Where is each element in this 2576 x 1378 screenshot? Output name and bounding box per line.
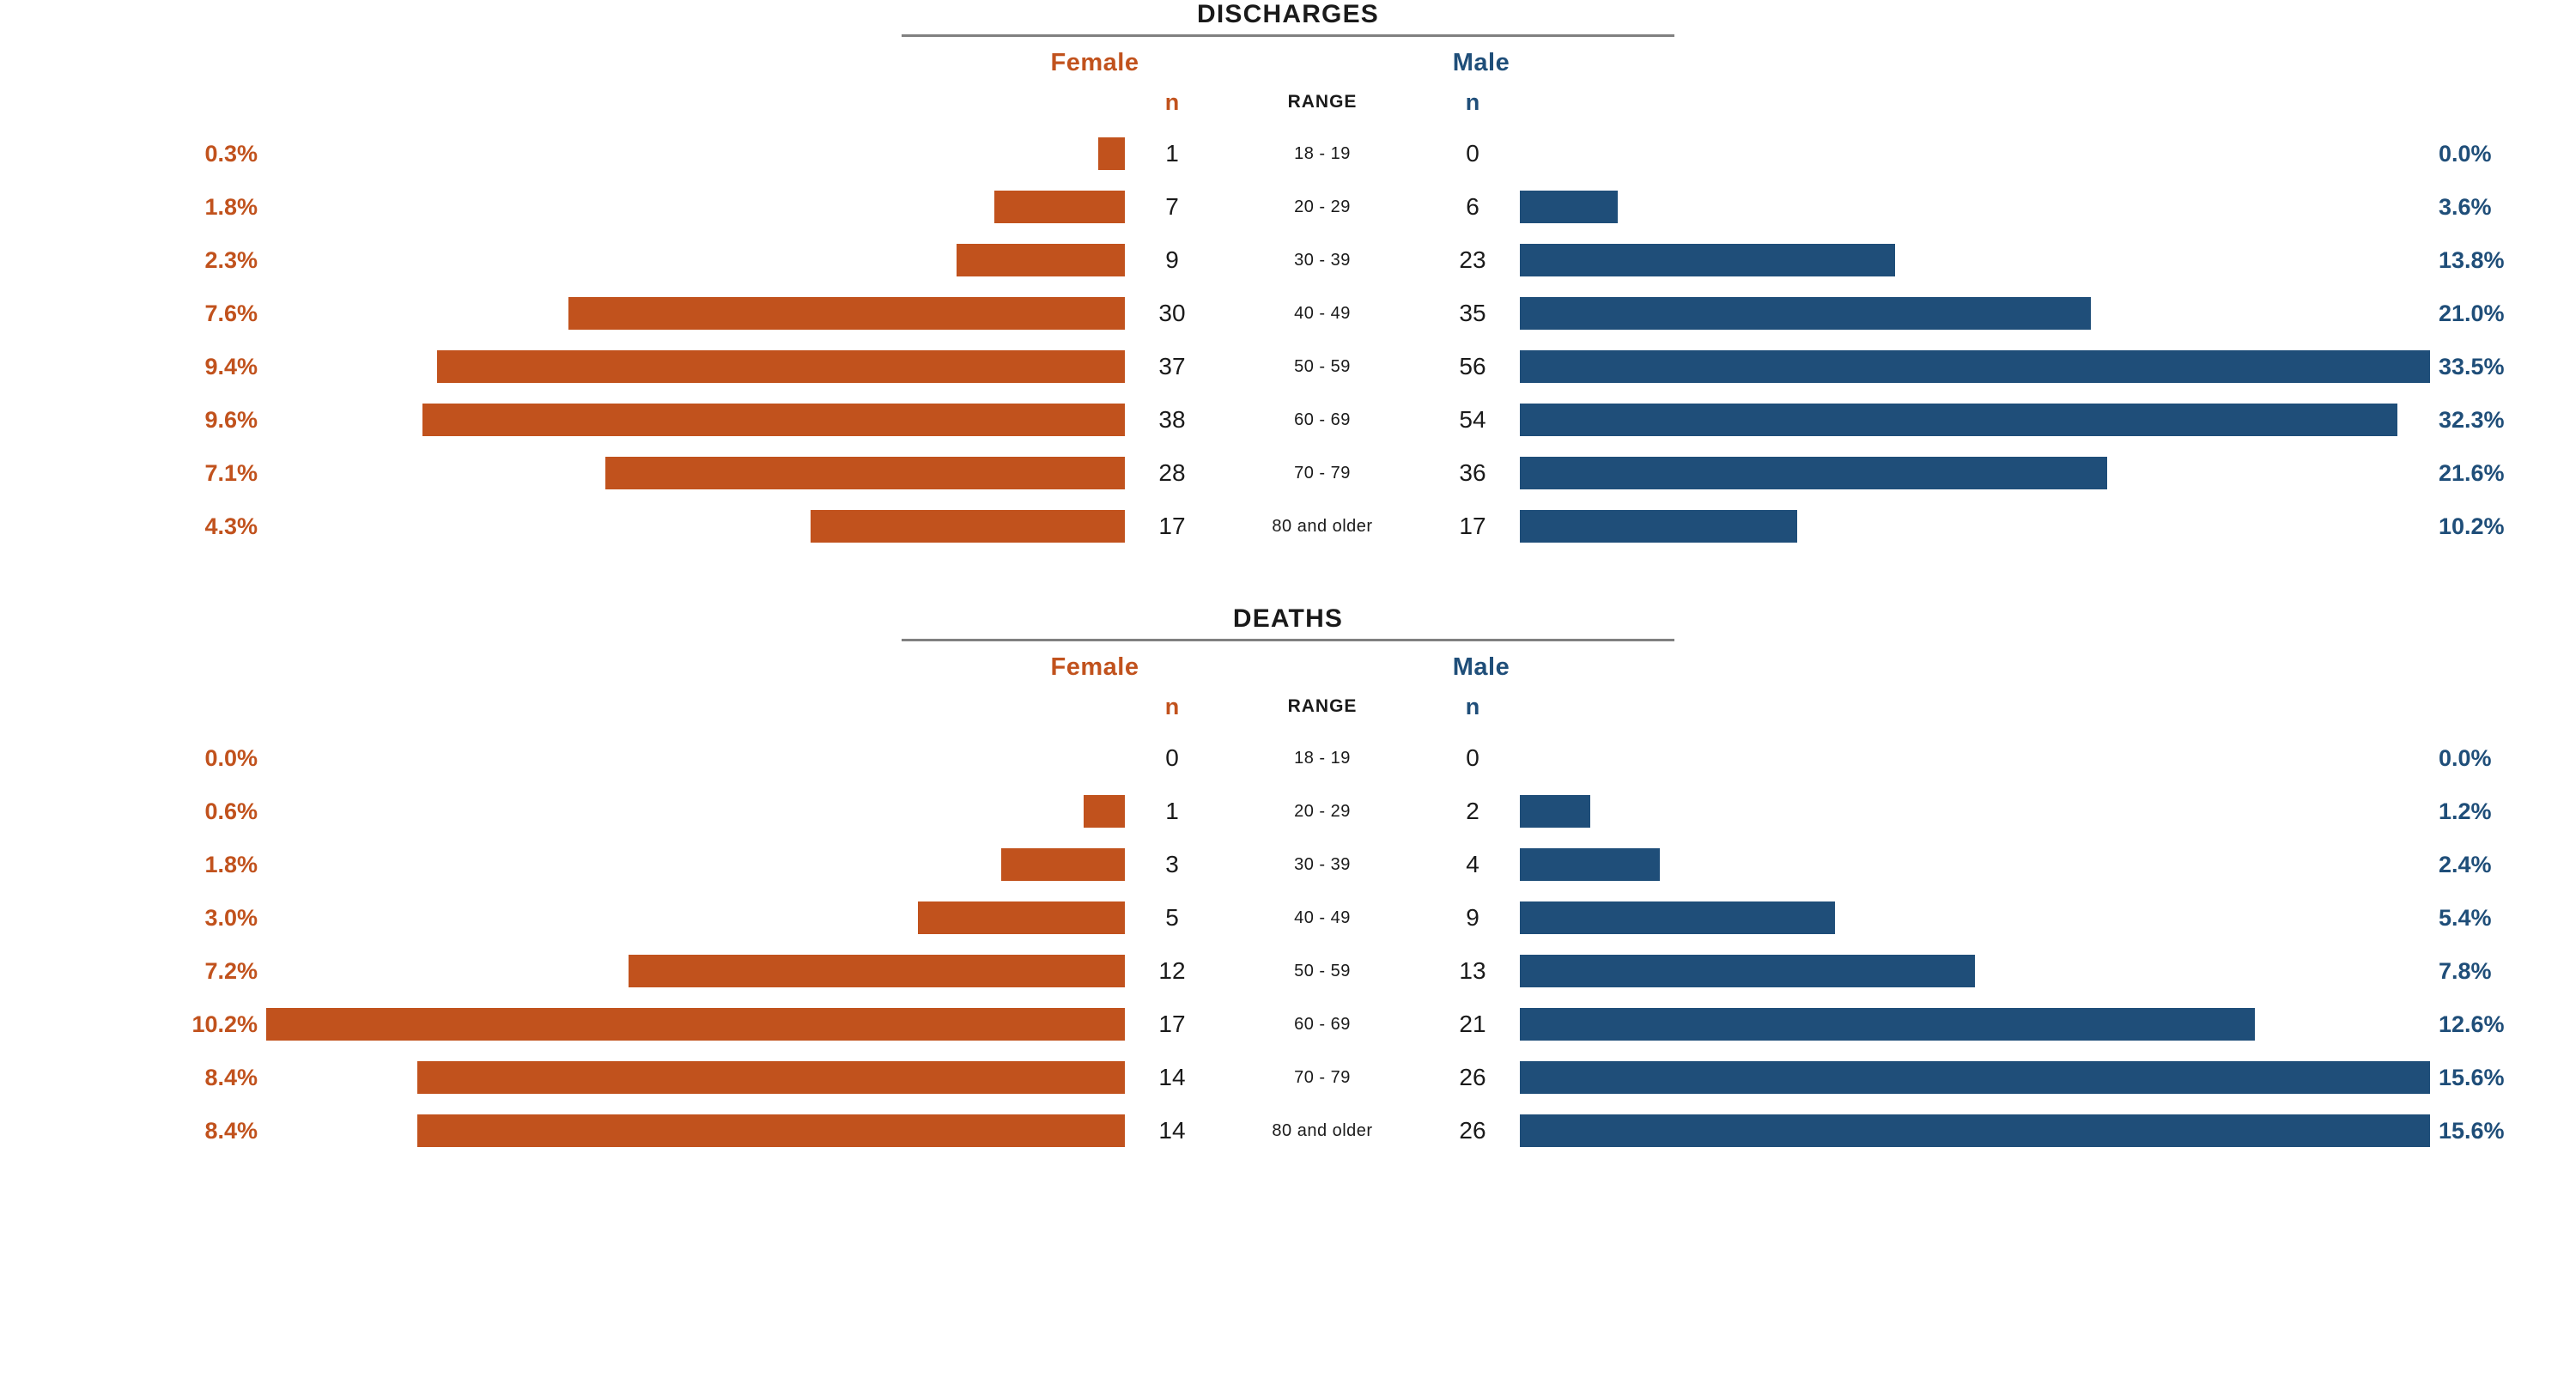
- table-row: [0, 1104, 2576, 1157]
- female-pct-label: 7.6%: [204, 300, 258, 326]
- age-range: 20 - 29: [1294, 197, 1351, 216]
- discharges-title-row: [0, 0, 2576, 37]
- discharges-male-header: Male: [1452, 49, 1510, 76]
- female-bar: [417, 1114, 1125, 1147]
- row-right-side: [1520, 350, 2576, 383]
- female-bar: [629, 955, 1125, 987]
- table-row: [0, 731, 2576, 785]
- female-pct-label: 8.4%: [204, 1117, 258, 1144]
- female-bar-track: [266, 350, 1125, 383]
- male-pct-label: 12.6%: [2439, 1011, 2505, 1037]
- male-count: 23: [1459, 246, 1486, 273]
- male-bar-track: [1520, 1008, 2430, 1041]
- male-bar: [1520, 955, 1975, 987]
- female-count: 5: [1165, 904, 1179, 931]
- row-left-side: [0, 848, 1125, 881]
- male-bar-track: [1520, 510, 2430, 543]
- deaths-gender-row: [0, 653, 2576, 682]
- male-bar-track: [1520, 1061, 2430, 1094]
- deaths-header-range: RANGE: [1287, 696, 1358, 716]
- female-bar-track: [266, 1061, 1125, 1094]
- male-count: 36: [1459, 459, 1486, 486]
- table-row: [0, 127, 2576, 180]
- discharges-title-rule: [902, 34, 1674, 37]
- deaths-male-header: Male: [1452, 653, 1510, 681]
- female-pct-label: 1.8%: [204, 851, 258, 877]
- age-range: 30 - 39: [1294, 250, 1351, 270]
- deaths-title-rule: [902, 639, 1674, 641]
- female-bar-track: [266, 137, 1125, 170]
- female-bar-track: [266, 1008, 1125, 1041]
- female-bar-track: [266, 457, 1125, 489]
- male-pct-label: 0.0%: [2439, 140, 2492, 167]
- deaths-female-header: Female: [1050, 653, 1139, 681]
- male-bar-track: [1520, 955, 2430, 987]
- row-right-side: [1520, 795, 2576, 828]
- female-bar: [994, 191, 1125, 223]
- deaths-header-n-male: n: [1465, 693, 1480, 719]
- table-row: [0, 838, 2576, 891]
- male-bar: [1520, 457, 2107, 489]
- male-bar: [1520, 1061, 2430, 1094]
- age-range: 70 - 79: [1294, 1067, 1351, 1087]
- table-row: [0, 944, 2576, 998]
- female-bar: [811, 510, 1125, 543]
- male-pct-label: 15.6%: [2439, 1064, 2505, 1090]
- male-bar: [1520, 1114, 2430, 1147]
- male-pct-label: 32.3%: [2439, 406, 2505, 433]
- female-count: 30: [1158, 300, 1186, 326]
- female-bar-track: [266, 901, 1125, 934]
- male-bar-track: [1520, 244, 2430, 276]
- male-bar-track: [1520, 742, 2430, 774]
- discharges-rows: [0, 77, 2576, 553]
- age-range: 18 - 19: [1294, 143, 1351, 163]
- male-count: 0: [1466, 140, 1479, 167]
- female-bar: [1098, 137, 1125, 170]
- male-count: 35: [1459, 300, 1486, 326]
- age-range: 18 - 19: [1294, 748, 1351, 768]
- row-right-side: [1520, 191, 2576, 223]
- male-pct-label: 3.6%: [2439, 193, 2492, 220]
- table-row: [0, 340, 2576, 393]
- female-count: 17: [1158, 1011, 1186, 1037]
- female-bar: [957, 244, 1125, 276]
- row-left-side: [0, 510, 1125, 543]
- row-right-side: [1520, 457, 2576, 489]
- male-bar-track: [1520, 404, 2430, 436]
- age-range: 80 and older: [1272, 1120, 1373, 1140]
- row-left-side: [0, 404, 1125, 436]
- male-bar-track: [1520, 795, 2430, 828]
- male-pct-label: 13.8%: [2439, 246, 2505, 273]
- table-row: [0, 393, 2576, 446]
- female-count: 14: [1158, 1064, 1186, 1090]
- male-count: 4: [1466, 851, 1479, 877]
- row-left-side: [0, 1061, 1125, 1094]
- female-pct-label: 10.2%: [191, 1011, 258, 1037]
- row-left-side: [0, 795, 1125, 828]
- row-right-side: [1520, 955, 2576, 987]
- female-bar: [417, 1061, 1125, 1094]
- female-bar: [422, 404, 1125, 436]
- discharges-title: DISCHARGES: [1196, 0, 1380, 28]
- female-pct-label: 1.8%: [204, 193, 258, 220]
- male-pct-label: 1.2%: [2439, 798, 2492, 824]
- male-count: 17: [1459, 513, 1486, 539]
- row-right-side: [1520, 848, 2576, 881]
- table-row: [0, 891, 2576, 944]
- discharges-header-n-male: n: [1465, 88, 1480, 115]
- male-bar-track: [1520, 901, 2430, 934]
- male-pct-label: 5.4%: [2439, 904, 2492, 931]
- male-pct-label: 15.6%: [2439, 1117, 2505, 1144]
- female-bar-track: [266, 297, 1125, 330]
- discharges-title-wrap: [902, 0, 1674, 37]
- male-count: 26: [1459, 1064, 1486, 1090]
- male-bar-track: [1520, 1114, 2430, 1147]
- discharges-gender-row: [0, 49, 2576, 77]
- female-pct-label: 7.1%: [204, 459, 258, 486]
- row-right-side: [1520, 244, 2576, 276]
- female-count: 9: [1165, 246, 1179, 273]
- male-pct-label: 7.8%: [2439, 957, 2492, 984]
- row-right-side: [1520, 742, 2576, 774]
- male-bar: [1520, 404, 2397, 436]
- male-count: 0: [1466, 744, 1479, 771]
- male-bar: [1520, 244, 1895, 276]
- row-right-side: [1520, 1008, 2576, 1041]
- row-left-side: [0, 955, 1125, 987]
- male-bar: [1520, 510, 1797, 543]
- row-right-side: [1520, 901, 2576, 934]
- male-count: 13: [1459, 957, 1486, 984]
- row-left-side: [0, 350, 1125, 383]
- female-bar-track: [266, 955, 1125, 987]
- female-count: 7: [1165, 193, 1179, 220]
- row-left-side: [0, 191, 1125, 223]
- female-bar-track: [266, 244, 1125, 276]
- male-pct-label: 21.6%: [2439, 459, 2505, 486]
- female-bar-track: [266, 191, 1125, 223]
- row-right-side: [1520, 137, 2576, 170]
- female-count: 14: [1158, 1117, 1186, 1144]
- chart-discharges: [0, 0, 2576, 553]
- age-range: 80 and older: [1272, 516, 1373, 536]
- male-bar: [1520, 795, 1590, 828]
- row-left-side: [0, 1114, 1125, 1147]
- male-count: 9: [1466, 904, 1479, 931]
- age-range: 40 - 49: [1294, 908, 1351, 927]
- female-pct-label: 3.0%: [204, 904, 258, 931]
- table-row: [0, 446, 2576, 500]
- female-pct-label: 9.4%: [204, 353, 258, 379]
- male-pct-label: 21.0%: [2439, 300, 2505, 326]
- female-bar-track: [266, 510, 1125, 543]
- age-range: 50 - 59: [1294, 961, 1351, 980]
- table-row: [0, 180, 2576, 234]
- deaths-title-row: [0, 604, 2576, 641]
- age-range: 60 - 69: [1294, 410, 1351, 429]
- age-range: 40 - 49: [1294, 303, 1351, 323]
- deaths-title-wrap: [902, 604, 1674, 641]
- table-row: [0, 287, 2576, 340]
- chart-deaths: [0, 553, 2576, 1157]
- deaths-header-n-female: n: [1164, 693, 1180, 719]
- female-pct-label: 0.6%: [204, 798, 258, 824]
- female-count: 0: [1165, 744, 1179, 771]
- row-left-side: [0, 742, 1125, 774]
- age-range: 50 - 59: [1294, 356, 1351, 376]
- row-right-side: [1520, 510, 2576, 543]
- male-pct-label: 2.4%: [2439, 851, 2492, 877]
- age-range: 20 - 29: [1294, 801, 1351, 821]
- male-bar: [1520, 1008, 2255, 1041]
- deaths-title: DEATHS: [1232, 604, 1344, 633]
- male-bar-track: [1520, 191, 2430, 223]
- female-count: 12: [1158, 957, 1186, 984]
- female-count: 1: [1165, 798, 1179, 824]
- row-left-side: [0, 457, 1125, 489]
- female-pct-label: 9.6%: [204, 406, 258, 433]
- table-row: [0, 234, 2576, 287]
- male-pct-label: 10.2%: [2439, 513, 2505, 539]
- female-bar: [437, 350, 1125, 383]
- row-left-side: [0, 1008, 1125, 1041]
- row-right-side: [1520, 404, 2576, 436]
- deaths-rows: [0, 682, 2576, 1157]
- discharges-header-range: RANGE: [1287, 92, 1358, 112]
- male-count: 56: [1459, 353, 1486, 379]
- female-bar-track: [266, 404, 1125, 436]
- male-bar-track: [1520, 350, 2430, 383]
- male-count: 6: [1466, 193, 1479, 220]
- male-count: 54: [1459, 406, 1486, 433]
- deaths-column-header-row: [0, 682, 2576, 731]
- male-count: 21: [1459, 1011, 1486, 1037]
- table-row: [0, 998, 2576, 1051]
- female-pct-label: 7.2%: [204, 957, 258, 984]
- discharges-column-header-row: [0, 77, 2576, 127]
- female-pct-label: 8.4%: [204, 1064, 258, 1090]
- female-bar-track: [266, 795, 1125, 828]
- female-pct-label: 2.3%: [204, 246, 258, 273]
- male-bar: [1520, 350, 2430, 383]
- male-pct-label: 0.0%: [2439, 744, 2492, 771]
- female-bar: [1084, 795, 1125, 828]
- row-left-side: [0, 297, 1125, 330]
- female-count: 17: [1158, 513, 1186, 539]
- female-bar-track: [266, 848, 1125, 881]
- male-bar: [1520, 191, 1618, 223]
- row-right-side: [1520, 297, 2576, 330]
- row-right-side: [1520, 1114, 2576, 1147]
- row-left-side: [0, 137, 1125, 170]
- female-bar: [918, 901, 1125, 934]
- female-count: 38: [1158, 406, 1186, 433]
- male-bar-track: [1520, 848, 2430, 881]
- female-bar: [1001, 848, 1125, 881]
- male-count: 26: [1459, 1117, 1486, 1144]
- female-count: 3: [1165, 851, 1179, 877]
- discharges-header-n-female: n: [1164, 88, 1180, 115]
- female-pct-label: 0.3%: [204, 140, 258, 167]
- female-bar-track: [266, 742, 1125, 774]
- female-count: 1: [1165, 140, 1179, 167]
- male-bar: [1520, 901, 1835, 934]
- table-row: [0, 1051, 2576, 1104]
- female-bar-track: [266, 1114, 1125, 1147]
- male-count: 2: [1466, 798, 1479, 824]
- male-pct-label: 33.5%: [2439, 353, 2505, 379]
- male-bar: [1520, 848, 1660, 881]
- row-left-side: [0, 244, 1125, 276]
- table-row: [0, 500, 2576, 553]
- age-range: 70 - 79: [1294, 463, 1351, 483]
- male-bar: [1520, 297, 2091, 330]
- female-bar: [266, 1008, 1125, 1041]
- female-bar: [568, 297, 1125, 330]
- age-range: 30 - 39: [1294, 854, 1351, 874]
- age-range: 60 - 69: [1294, 1014, 1351, 1034]
- table-row: [0, 785, 2576, 838]
- row-left-side: [0, 901, 1125, 934]
- female-pct-label: 4.3%: [204, 513, 258, 539]
- female-count: 28: [1158, 459, 1186, 486]
- discharges-female-header: Female: [1050, 49, 1139, 76]
- female-pct-label: 0.0%: [204, 744, 258, 771]
- male-bar-track: [1520, 457, 2430, 489]
- female-count: 37: [1158, 353, 1186, 379]
- male-bar-track: [1520, 297, 2430, 330]
- male-bar-track: [1520, 137, 2430, 170]
- row-right-side: [1520, 1061, 2576, 1094]
- female-bar: [605, 457, 1125, 489]
